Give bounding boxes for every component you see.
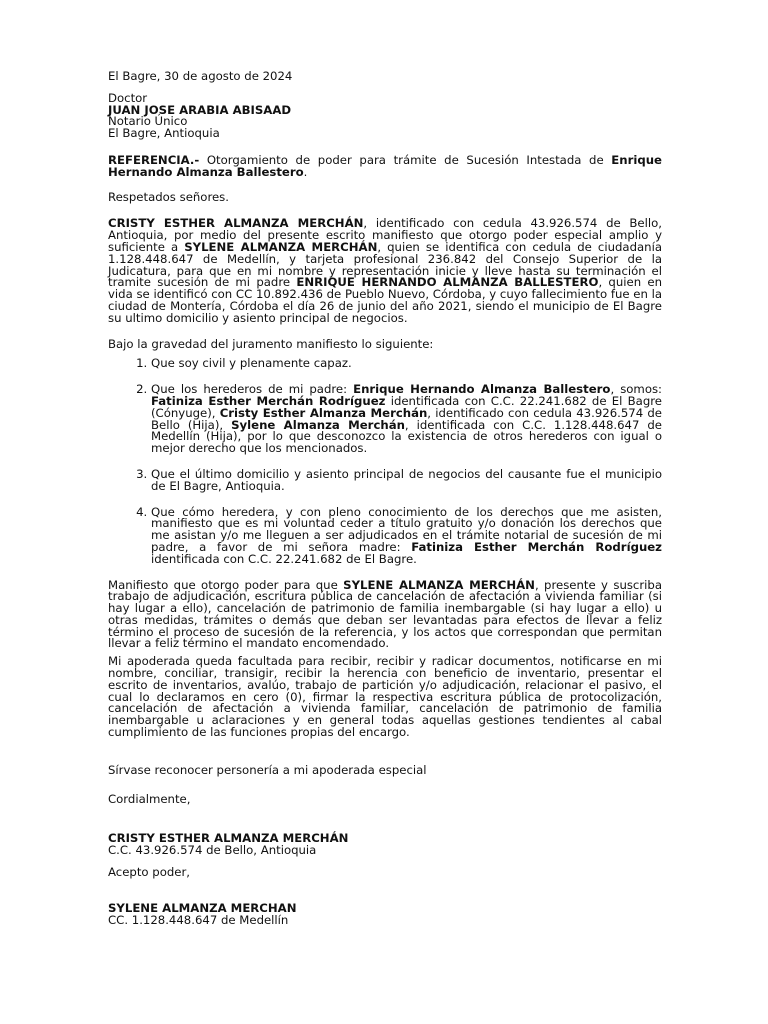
paragraph-grant-text-3: , quien en vida se identificó con CC 10.892.436 de Pueblo Nuevo, Córdoba, y cuyo fallecimiento fue en la ciudad de Montería, Córdoba el día 26 de junio del año 2021, siendo el municipio de El Bagre su ultimo domicilio y asiento principal de negocios. <box>108 275 662 325</box>
oath-item-4-text-2: identificada con C.C. 22.241.682 de El Bagre. <box>151 551 417 566</box>
signature-attorney <box>108 900 662 927</box>
letter-date: El Bagre, 30 de agosto de 2024 <box>108 69 293 83</box>
reference-deceased: Enrique Hernando Almanza Ballestero <box>108 152 662 179</box>
greeting: Respetados señores. <box>108 189 229 204</box>
paragraph-powers <box>108 577 662 651</box>
oath-item-2-text-5: , identificada con C.C. 1.128.448.647 de Medellín (Hija), por lo que desconozco la existencia de otros herederos con igual o mejor derecho que los mencionados. <box>151 417 662 456</box>
oath-item-1: 1. Que soy civil y plenamente capaz. <box>151 358 662 370</box>
signature-attorney-name: SYLENE ALMANZA MERCHAN <box>108 900 297 915</box>
recipient-title: Doctor <box>108 90 148 105</box>
oath-intro: Bajo la gravedad del juramento manifiesto lo siguiente: <box>108 336 434 351</box>
closing: Cordialmente, <box>108 791 191 806</box>
paragraph-powers-text-2: , presente y suscriba trabajo de adjudicación, escritura pública de cancelación de afectación a vivienda familiar (si hay lugar a ello), cancelación de patrimonio de familia inembargable (si hay lugar a ello) u otras medidas, trámites o demás que deban ser levantadas para efectos de llevar a feliz término el proceso de sucesión de la referencia, y los actos que correspondan que permitan llevar a feliz término el mandato encomendado. <box>108 577 662 651</box>
oath-item-2-text-3: identificada con C.C. 22.241.682 de El Bagre (Cónyuge), <box>151 393 662 420</box>
acceptance: Acepto poder, <box>108 865 190 880</box>
father-name: Enrique Hernando Almanza Ballestero <box>353 382 611 397</box>
grantor-name: CRISTY ESTHER ALMANZA MERCHÁN <box>108 216 364 231</box>
paragraph-powers-text-1: Manifiesto que otorgo poder para que <box>108 577 344 592</box>
oath-item-3: 3. Que el último domicilio y asiento principal de negocios del causante fue el municipio de El Bagre, Antioquia. <box>151 469 662 493</box>
oath-list <box>108 358 662 565</box>
paragraph-recognition: Sírvase reconocer personería a mi apoderada especial <box>108 762 427 777</box>
oath-item-2 <box>151 384 662 455</box>
reference-text: Otorgamiento de poder para trámite de Sucesión Intestada de <box>199 152 612 167</box>
reference-label: REFERENCIA.- <box>108 152 200 167</box>
oath-item-4-text-1: Que cómo heredera, y con pleno conocimiento de los derechos que me asisten, manifiesto que es mi voluntad ceder a título gratuito y/o donación los derechos que me asistan y/o me lleguen a ser adjudicados en el trámite notarial de sucesión de mi padre, a favor de mi señora madre: <box>151 504 662 554</box>
signature-grantor-id: C.C. 43.926.574 de Bello, Antioquia <box>108 843 317 858</box>
mother-name: Fatiniza Esther Merchán Rodríguez <box>411 539 662 554</box>
paragraph-grant-text-1: , identificado con cedula 43.926.574 de Bello, Antioquia, por medio del presente escrito manifiesto que otorgo poder especial amplio y suficiente a <box>108 216 662 254</box>
recipient-location: El Bagre, Antioquia <box>108 126 220 141</box>
paragraph-faculties: Mi apoderada queda facultada para recibir, recibir y radicar documentos, notificarse en mi nombre, conciliar, transigir, recibir la herencia con beneficio de inventario, presentar el escrito de inventarios, avalúo, trabajo de partición y/o adjudicación, relacionar el pasivo, el cual lo declaramos en cero (0), firmar la respectiva escritura pública de protocolización, cancelación de afectación a vivienda familiar, cancelación de patrimonio de familia inembargable u aclaraciones y en general todas aquellas gestiones tendientes al cabal cumplimiento de las funciones propias del encargo. <box>108 654 662 740</box>
signature-attorney-id: CC. 1.128.448.647 de Medellín <box>108 912 289 927</box>
reference-line <box>108 152 662 179</box>
signature-grantor <box>108 833 662 857</box>
heir-3-name: Sylene Almanza Merchán <box>231 417 405 432</box>
attorney-name: SYLENE ALMANZA MERCHÁN <box>184 239 378 254</box>
attorney-name-2: SYLENE ALMANZA MERCHÁN <box>343 577 535 592</box>
heir-2-name: Cristy Esther Almanza Merchán <box>219 405 428 420</box>
paragraph-grant-text-2: , quien se identifica con cedula de ciudadanía 1.128.448.647 de Medellín, y tarjeta profesional 236.842 del Consejo Superior de la Judicatura, para que en mi nombre y representación inicie y lleve hasta su terminación el tramite sucesión de mi padre <box>108 239 662 290</box>
reference-end: . <box>303 164 308 179</box>
paragraph-grant <box>108 218 662 324</box>
recipient-name: JUAN JOSE ARABIA ABISAAD <box>108 102 292 117</box>
oath-item-2-text-4: , identificado con cedula 43.926.574 de Bello (Hija), <box>151 405 662 432</box>
oath-item-2-text-1: Que los herederos de mi padre: <box>151 382 354 397</box>
deceased-name: ENRIQUE HERNANDO ALMANZA BALLESTERO <box>296 275 599 290</box>
oath-item-4 <box>151 504 662 566</box>
recipient-position: Notario Único <box>108 114 188 129</box>
oath-item-2-text-2: , somos: <box>610 382 662 397</box>
recipient-block <box>108 90 662 141</box>
signature-grantor-name: CRISTY ESTHER ALMANZA MERCHÁN <box>108 831 349 846</box>
heir-1-name: Fatiniza Esther Merchán Rodríguez <box>151 393 386 408</box>
